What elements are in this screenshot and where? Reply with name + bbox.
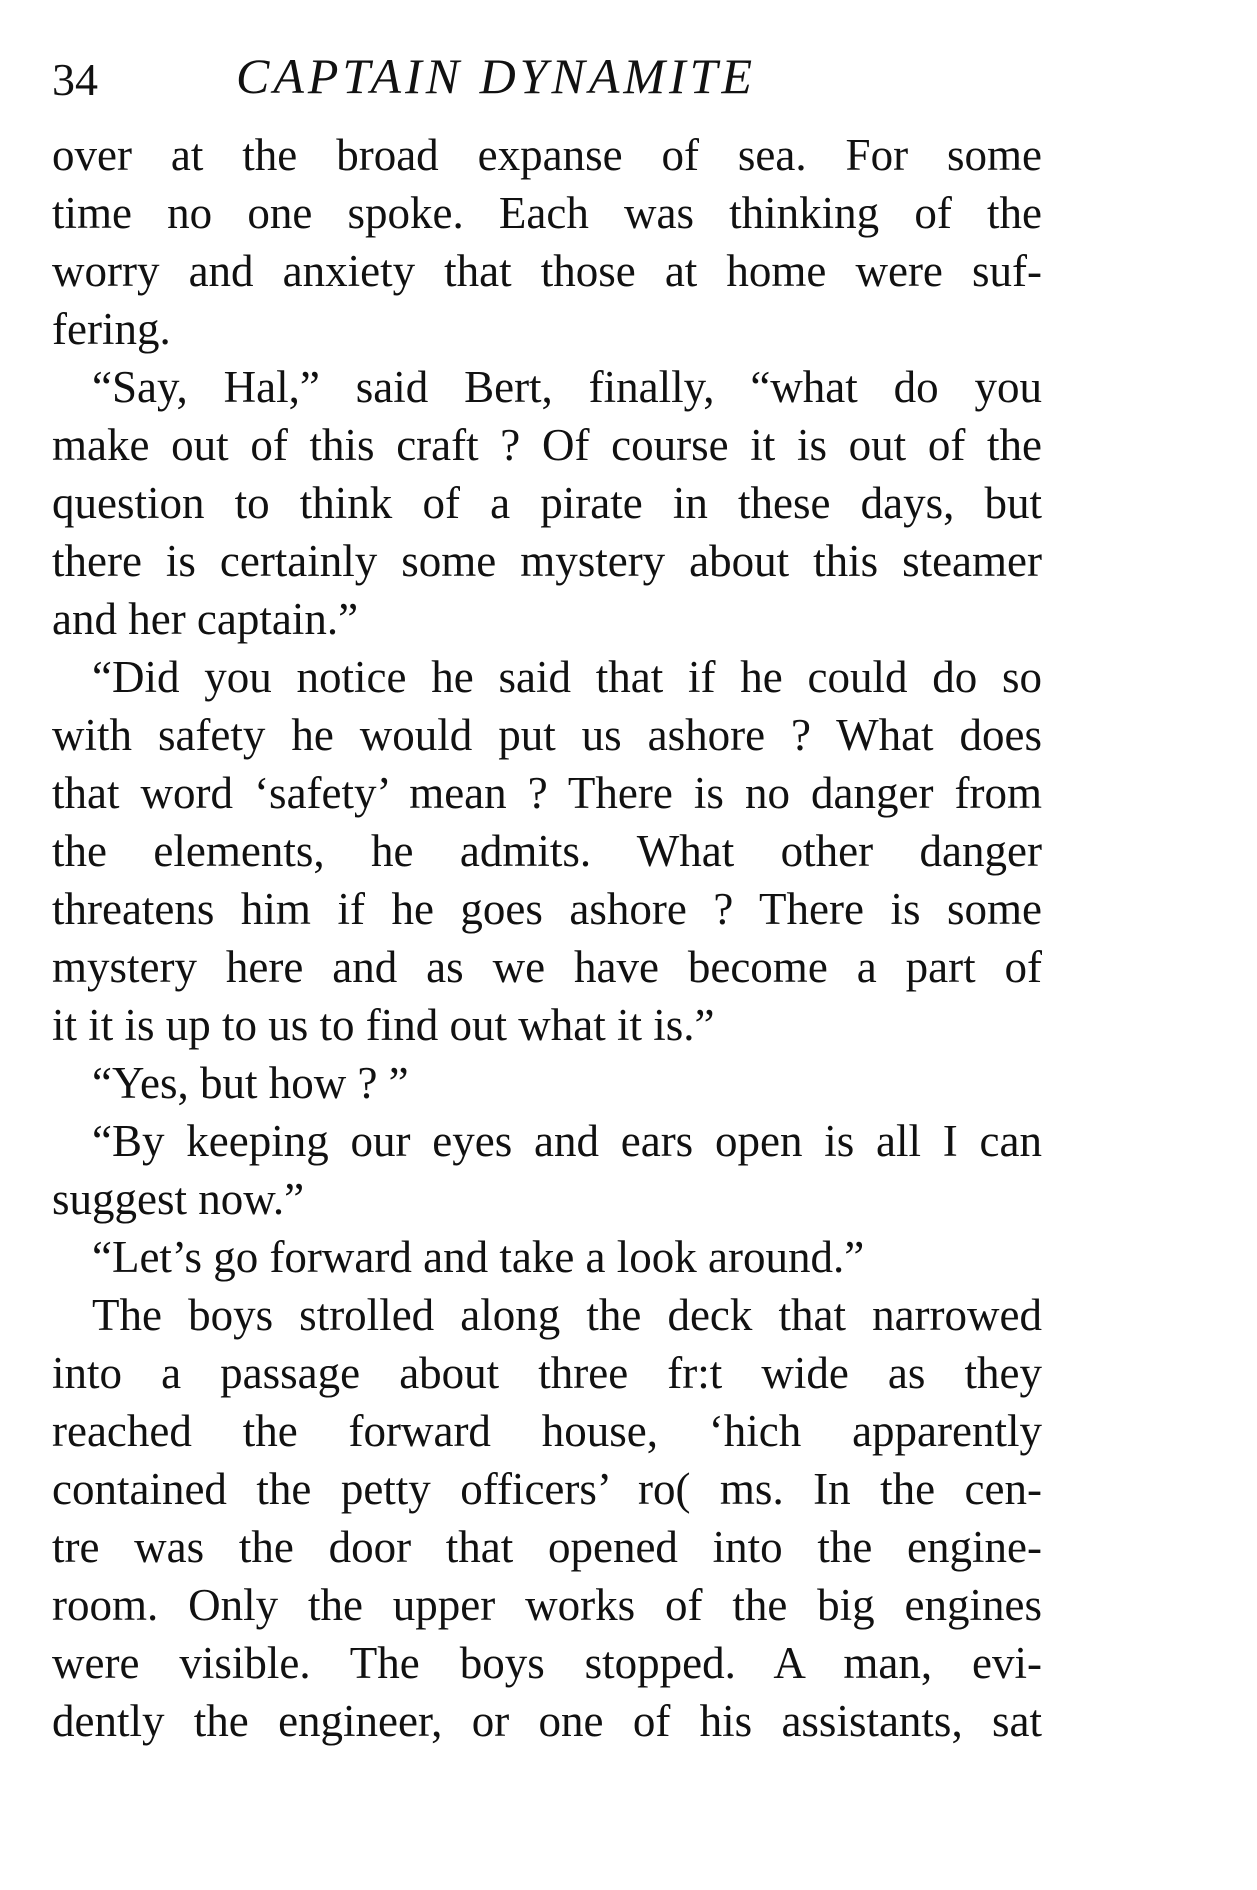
text-line: suggest now.” [52, 1174, 305, 1224]
text-line: into a passage about three fr:t wide as they [52, 1348, 1042, 1398]
text-line: “Did you notice he said that if he could do so [92, 652, 1042, 702]
text-line: The boys strolled along the deck that narrowed [92, 1290, 1042, 1340]
page-number: 34 [52, 54, 98, 105]
body-text [52, 126, 1042, 1750]
text-line: “Let’s go forward and take a look around.” [92, 1232, 865, 1282]
text-line: “Say, Hal,” said Bert, finally, “what do you [92, 362, 1042, 412]
text-line: make out of this craft ? Of course it is out of the [52, 420, 1042, 470]
running-title: CAPTAIN DYNAMITE [236, 48, 757, 104]
text-line: threatens him if he goes ashore ? There is some [52, 884, 1042, 934]
text-line: reached the forward house, ‘hich apparently [52, 1406, 1042, 1456]
text-line: contained the petty officers’ ro( ms. In the cen- [52, 1464, 1042, 1514]
text-line: time no one spoke. Each was thinking of the [52, 188, 1042, 238]
text-line: over at the broad expanse of sea. For some [52, 130, 1042, 180]
text-line: that word ‘safety’ mean ? There is no danger from [52, 768, 1042, 818]
running-head [52, 44, 1044, 114]
text-line: room. Only the upper works of the big engines [52, 1580, 1042, 1630]
text-line: there is certainly some mystery about this steamer [52, 536, 1042, 586]
text-line: tre was the door that opened into the engine- [52, 1522, 1042, 1572]
text-line: dently the engineer, or one of his assistants, sat [52, 1696, 1042, 1746]
text-line: “By keeping our eyes and ears open is all I can [92, 1116, 1042, 1166]
text-line: it it is up to us to find out what it is.” [52, 1000, 715, 1050]
text-line: were visible. The boys stopped. A man, evi- [52, 1638, 1042, 1688]
text-line: the elements, he admits. What other danger [52, 826, 1042, 876]
text-line: worry and anxiety that those at home were suf- [52, 246, 1042, 296]
text-line: mystery here and as we have become a part of [52, 942, 1042, 992]
text-line: question to think of a pirate in these days, but [52, 478, 1042, 528]
text-line: with safety he would put us ashore ? What does [52, 710, 1042, 760]
text-line: fering. [52, 304, 171, 354]
text-line: “Yes, but how ? ” [92, 1058, 409, 1108]
text-line: and her captain.” [52, 594, 359, 644]
